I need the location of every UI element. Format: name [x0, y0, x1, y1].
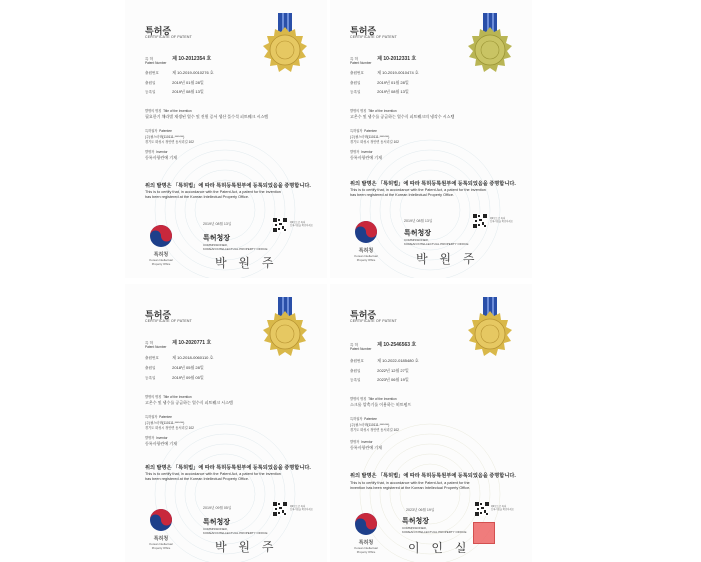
registration-label: 등록일	[350, 378, 361, 382]
certificate-card	[330, 0, 532, 278]
registration-date: 2019년 08월 13일	[377, 89, 409, 94]
filing-date: 2019년 01월 28일	[377, 80, 409, 85]
certificate-title: 특허증	[145, 310, 172, 320]
issue-date: 2019년 08월 13일	[404, 219, 433, 223]
owner-address: 경기도 화성시 정안면 동서리길 102	[145, 140, 194, 144]
filing-row	[145, 365, 204, 371]
invention-title: 고온수 및 냉수를 공급하는 열수식 피트웨크 시스템	[145, 400, 233, 405]
certification-statement-en: This is to certify that, in accordance with the Patent Act, a patent for the invention has been registered at the Korean Intellectual Property Office.	[350, 481, 471, 490]
kipo-logo-subtitle: Korean Intellectual Property Office	[149, 258, 173, 266]
commissioner-title: 특허청장	[402, 518, 430, 525]
patent-label: 특 허	[350, 343, 358, 347]
taegeuk-logo-icon	[147, 222, 175, 250]
registration-date: 2019년 09월 05일	[172, 375, 204, 380]
commissioner-title: 특허청장	[404, 230, 432, 237]
certificate-title-en: CERTIFICATE OF PATENT	[145, 319, 192, 323]
certificate-title-en: CERTIFICATE OF PATENT	[350, 319, 397, 323]
application-row	[350, 358, 419, 364]
patent-number: 제 10-2012354 호	[172, 56, 212, 62]
invention-label: 발명의 명칭 Title of the Invention	[145, 109, 192, 113]
qr-code-icon	[473, 214, 487, 228]
taegeuk-logo-icon	[352, 218, 380, 246]
inventor-label: 발명자 Inventor	[350, 150, 373, 154]
kipo-logo-name: 특허청	[153, 536, 169, 542]
registration-row	[145, 89, 204, 95]
kipo-logo	[352, 218, 380, 262]
filing-row	[350, 80, 409, 86]
commissioner-title: 특허청장	[203, 519, 231, 526]
application-number: 제 10-2018-0060110 호	[172, 355, 214, 360]
gold-seal-icon	[461, 297, 519, 367]
commissioner-title-en: COMMISSIONER, KOREAN INTELLECTUAL PROPERTY OFFICE	[402, 526, 467, 534]
application-number: 제 10-2022-0185480 호	[377, 358, 419, 363]
patent-number: 제 10-2020771 호	[172, 340, 212, 346]
patent-label: 특 허	[145, 341, 153, 345]
patent-number: 제 10-2546563 호	[377, 342, 417, 348]
certification-statement-en: This is to certify that, in accordance with the Patent Act, a patent for the invention has been registered at the Korean Intellectual Property Office.	[145, 190, 281, 199]
registration-row	[350, 377, 409, 383]
certificate-title-en: CERTIFICATE OF PATENT	[145, 35, 192, 39]
owner-address: 경기도 화성시 정안면 동서리길 102	[350, 140, 399, 144]
qr-note: QR코드로 특허 등록사항을 확인하세요	[290, 506, 313, 511]
signature: 박 원 주	[215, 256, 278, 270]
gold-seal-icon	[256, 297, 314, 367]
taegeuk-logo-icon	[352, 510, 380, 538]
signature: 박 원 주	[215, 540, 278, 554]
certificate-title: 특허증	[350, 26, 377, 36]
filing-row	[350, 368, 409, 374]
inventor-label: 발명자 Inventor	[145, 150, 168, 154]
application-label: 출원번호	[350, 71, 364, 75]
kipo-logo-name: 특허청	[153, 252, 169, 258]
certificate-card	[125, 284, 327, 562]
application-row	[350, 70, 419, 76]
patent-label: 특 허	[350, 57, 358, 61]
registration-label: 등록일	[145, 90, 156, 94]
qr-code-icon	[273, 218, 287, 232]
issue-date: 2023년 06월 19일	[406, 508, 435, 512]
application-row	[145, 70, 214, 76]
kipo-logo-subtitle: Korean Intellectual Property Office	[354, 546, 378, 554]
inventor-label: 발명자 Inventor	[145, 436, 168, 440]
application-label: 출원번호	[145, 356, 159, 360]
inventor-text: 등록사항란에 기재	[350, 445, 383, 450]
owner-address: 경기도 화성시 정안면 동서리길 102	[350, 428, 399, 432]
qr-note: QR코드로 특허 등록사항을 확인하세요	[490, 218, 513, 223]
owner-name: (주)필스마텍(110111-*******)	[145, 135, 185, 139]
inventor-text: 등록사항란에 기재	[350, 155, 383, 160]
owner-name: (주)필스마텍(110111-*******)	[145, 421, 185, 425]
owner-label: 특허권자 Patentee	[350, 417, 377, 421]
kipo-logo	[147, 506, 175, 550]
certificate-title: 특허증	[350, 310, 377, 320]
registration-row	[350, 89, 409, 95]
registration-label: 등록일	[145, 376, 156, 380]
owner-name: (주)필스마텍(110111-*******)	[350, 135, 390, 139]
patent-label-en: Patent Number	[145, 61, 167, 65]
kipo-logo	[352, 510, 380, 554]
commissioner-title-en: COMMISSIONER, KOREAN INTELLECTUAL PROPERTY OFFICE	[203, 527, 268, 535]
invention-title: 고온수 및 냉수를 공급하는 열수식 피트웨크의 냉각수 시스템	[350, 114, 455, 119]
gold-seal-icon	[256, 13, 314, 83]
application-number: 제 10-2019-0010474 호	[377, 70, 419, 75]
registration-label: 등록일	[350, 90, 361, 94]
filing-date: 2019년 01월 28일	[172, 80, 204, 85]
invention-label: 발명의 명칭 Title of the Invention	[350, 109, 397, 113]
qr-note: QR코드로 특허 등록사항을 확인하세요	[290, 222, 313, 227]
certification-statement-ko: 위의 발명은 「특허법」에 따라 특허등록원부에 등록되었음을 증명합니다.	[145, 183, 311, 189]
filing-row	[145, 80, 204, 86]
certificate-title: 특허증	[145, 26, 172, 36]
filing-label: 출원일	[350, 81, 361, 85]
filing-label: 출원일	[145, 81, 156, 85]
issue-date: 2019년 09월 05일	[203, 506, 232, 510]
application-number: 제 10-2019-0010276 호	[172, 70, 214, 75]
qr-note: QR코드로 특허 등록사항을 확인하세요	[491, 506, 514, 511]
kipo-logo-name: 특허청	[358, 540, 374, 546]
inventor-label: 발명자 Inventor	[350, 440, 373, 444]
official-seal-stamp-icon	[473, 522, 495, 544]
certification-statement-en: This is to certify that, in accordance with the Patent Act, a patent for the invention has been registered at the Korean Intellectual Property Office.	[145, 472, 281, 481]
qr-code-icon	[475, 502, 489, 516]
commissioner-title: 특허청장	[203, 235, 231, 242]
owner-label: 특허권자 Patentee	[350, 129, 377, 133]
signature: 이 인 실	[408, 541, 471, 555]
filing-date: 2022년 12월 27일	[377, 368, 409, 373]
inventor-text: 등록사항란에 기재	[145, 441, 178, 446]
filing-label: 출원일	[145, 366, 156, 370]
patent-label-en: Patent Number	[350, 61, 372, 65]
certification-statement-en: This is to certify that, in accordance with the Patent Act, a patent for the invention has been registered at the Korean Intellectual Property Office.	[350, 188, 486, 197]
patent-label-en: Patent Number	[350, 347, 372, 351]
inventor-text: 등록사항란에 기재	[145, 155, 178, 160]
kipo-logo-subtitle: Korean Intellectual Property Office	[149, 542, 173, 550]
commissioner-title-en: COMMISSIONER, KOREAN INTELLECTUAL PROPERTY OFFICE	[203, 243, 268, 251]
registration-date: 2019년 08월 13일	[172, 89, 204, 94]
certification-statement-ko: 위의 발명은 「특허법」에 따라 특허등록원부에 등록되었음을 증명합니다.	[350, 181, 516, 187]
certificate-card	[330, 284, 532, 562]
owner-label: 특허권자 Patentee	[145, 415, 172, 419]
patent-label: 특 허	[145, 57, 153, 61]
kipo-logo-subtitle: Korean Intellectual Property Office	[354, 254, 378, 262]
application-label: 출원번호	[145, 71, 159, 75]
signature: 박 원 주	[416, 252, 479, 266]
invention-title: 필요한기 채라별 재생된 열수 및 진원 증서 생산 플수석 피트웨크 시스템	[145, 114, 269, 119]
certificate-title-en: CERTIFICATE OF PATENT	[350, 35, 397, 39]
certificate-card	[125, 0, 327, 278]
commissioner-title-en: COMMISSIONER, KOREAN INTELLECTUAL PROPERTY OFFICE	[404, 238, 469, 246]
filing-date: 2018년 05월 28일	[172, 365, 204, 370]
gold-seal-icon	[461, 13, 519, 83]
registration-row	[145, 375, 204, 381]
issue-date: 2019년 08월 13일	[203, 222, 232, 226]
kipo-logo	[147, 222, 175, 266]
owner-label: 특허권자 Patentee	[145, 129, 172, 133]
patent-number: 제 10-2012331 호	[377, 56, 417, 62]
application-label: 출원번호	[350, 359, 364, 363]
certification-statement-ko: 위의 발명은 「특허법」에 따라 특허등록원부에 등록되었음을 증명합니다.	[145, 465, 311, 471]
qr-code-icon	[273, 502, 287, 516]
invention-label: 발명의 명칭 Title of the Invention	[350, 397, 397, 401]
application-row	[145, 355, 213, 361]
certification-statement-ko: 위의 발명은 「특허법」에 따라 특허등록원부에 등록되었음을 증명합니다.	[350, 473, 516, 479]
invention-title: 스크롤 압축기를 이용하는 히트펌프	[350, 402, 412, 407]
invention-label: 발명의 명칭 Title of the Invention	[145, 395, 192, 399]
kipo-logo-name: 특허청	[358, 248, 374, 254]
owner-address: 경기도 화성시 정안면 동서리길 102	[145, 426, 194, 430]
taegeuk-logo-icon	[147, 506, 175, 534]
owner-name: (주)필스마텍(110111-*******)	[350, 423, 390, 427]
registration-date: 2023년 06월 19일	[377, 377, 409, 382]
filing-label: 출원일	[350, 369, 361, 373]
patent-label-en: Patent Number	[145, 345, 167, 349]
